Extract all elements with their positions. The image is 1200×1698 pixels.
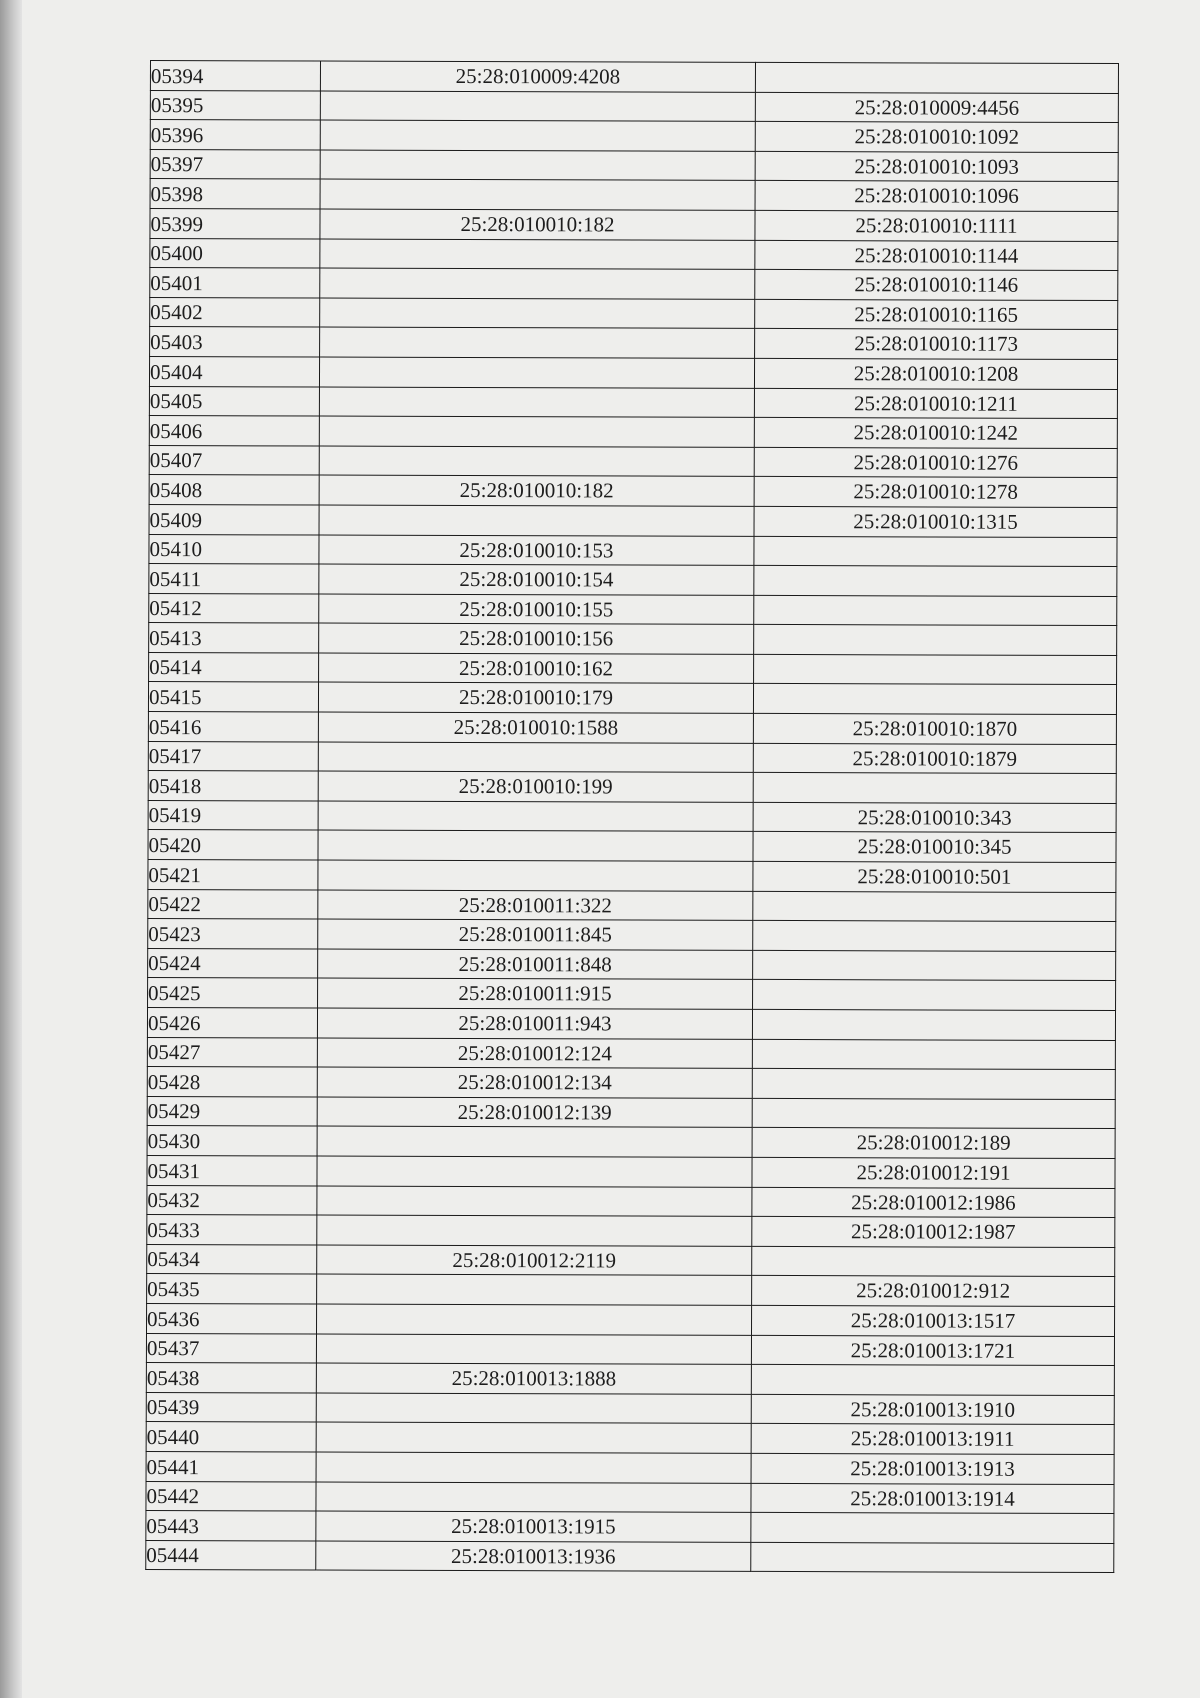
cadastral-number-column-2-cell: 25:28:010010:1879 xyxy=(753,743,1116,774)
cadastral-number-column-1-cell xyxy=(319,505,754,536)
row-number-cell: 05426 xyxy=(147,1007,317,1037)
cadastral-number-column-1-cell xyxy=(320,120,755,151)
row-number-cell: 05406 xyxy=(149,416,319,446)
table-row xyxy=(148,948,1116,981)
table-row xyxy=(148,889,1116,922)
table-row xyxy=(146,1333,1114,1366)
cadastral-number-column-1-cell xyxy=(316,1304,751,1335)
cadastral-number-column-2-cell: 25:28:010013:1911 xyxy=(751,1424,1114,1455)
cadastral-number-column-1-cell: 25:28:010011:322 xyxy=(318,890,753,921)
cadastral-number-column-1-cell: 25:28:010010:182 xyxy=(320,209,755,240)
cadastral-number-column-2-cell: 25:28:010012:189 xyxy=(752,1128,1115,1159)
row-number-cell: 05419 xyxy=(148,800,318,830)
table-row xyxy=(148,978,1116,1011)
cadastral-number-column-1-cell: 25:28:010010:155 xyxy=(319,594,754,625)
cadastral-number-column-1-cell: 25:28:010010:154 xyxy=(319,564,754,595)
cadastral-number-column-1-cell xyxy=(318,860,753,891)
cadastral-number-column-2-cell: 25:28:010013:1517 xyxy=(751,1305,1114,1336)
cadastral-number-column-1-cell: 25:28:010010:153 xyxy=(319,535,754,566)
cadastral-number-column-2-cell: 25:28:010010:1208 xyxy=(754,358,1117,389)
cadastral-number-column-1-cell: 25:28:010009:4208 xyxy=(320,61,755,92)
cadastral-number-column-1-cell: 25:28:010012:134 xyxy=(317,1067,752,1098)
cadastral-number-column-1-cell: 25:28:010010:199 xyxy=(318,771,753,802)
table-row xyxy=(147,1244,1115,1277)
cadastral-number-column-1-cell xyxy=(319,446,754,477)
cadastral-number-column-2-cell: 25:28:010009:4456 xyxy=(755,92,1118,123)
cadastral-number-column-2-cell xyxy=(753,684,1116,715)
cadastral-number-column-2-cell xyxy=(752,1246,1115,1277)
row-number-cell: 05438 xyxy=(146,1363,316,1393)
cadastral-number-column-2-cell: 25:28:010010:1165 xyxy=(755,299,1118,330)
cadastral-number-column-1-cell xyxy=(320,239,755,270)
cadastral-number-column-1-cell xyxy=(316,1334,751,1365)
cadastral-number-column-1-cell xyxy=(320,298,755,329)
cadastral-number-column-2-cell xyxy=(754,565,1117,596)
table-row xyxy=(146,1451,1114,1484)
cadastral-number-column-2-cell: 25:28:010013:1910 xyxy=(751,1394,1114,1425)
table-row xyxy=(149,504,1117,537)
cadastral-number-column-2-cell: 25:28:010010:1276 xyxy=(754,447,1117,478)
row-number-cell: 05411 xyxy=(149,564,319,594)
row-number-cell: 05417 xyxy=(148,741,318,771)
row-number-cell: 05396 xyxy=(150,120,320,150)
row-number-cell: 05410 xyxy=(149,534,319,564)
cadastral-number-column-1-cell: 25:28:010010:179 xyxy=(318,683,753,714)
row-number-cell: 05418 xyxy=(148,771,318,801)
row-number-cell: 05432 xyxy=(147,1185,317,1215)
table-row xyxy=(148,919,1116,952)
cadastral-number-column-2-cell: 25:28:010010:345 xyxy=(753,832,1116,863)
row-number-cell: 05441 xyxy=(146,1451,316,1481)
table-row xyxy=(150,61,1118,94)
cadastral-number-column-1-cell xyxy=(320,150,755,181)
row-number-cell: 05434 xyxy=(147,1244,317,1274)
table-row xyxy=(150,208,1118,241)
cadastral-number-column-1-cell: 25:28:010013:1936 xyxy=(316,1541,751,1572)
cadastral-number-column-2-cell xyxy=(751,1542,1114,1573)
table-row xyxy=(146,1363,1114,1396)
table-row xyxy=(148,682,1116,715)
table-row xyxy=(149,623,1117,656)
cadastral-number-column-2-cell: 25:28:010012:1987 xyxy=(752,1217,1115,1248)
cadastral-number-column-2-cell xyxy=(752,1098,1115,1129)
table-row xyxy=(148,830,1116,863)
table-row xyxy=(149,652,1117,685)
cadastral-number-column-2-cell xyxy=(753,921,1116,952)
row-number-cell: 05397 xyxy=(150,149,320,179)
row-number-cell: 05413 xyxy=(149,623,319,653)
table-row xyxy=(148,771,1116,804)
row-number-cell: 05433 xyxy=(147,1215,317,1245)
cadastral-number-column-1-cell: 25:28:010011:845 xyxy=(318,919,753,950)
cadastral-number-column-1-cell xyxy=(318,830,753,861)
row-number-cell: 05398 xyxy=(150,179,320,209)
table-row xyxy=(146,1422,1114,1455)
row-number-cell: 05423 xyxy=(148,919,318,949)
cadastral-number-column-2-cell xyxy=(753,773,1116,804)
table-row xyxy=(150,90,1118,123)
row-number-cell: 05415 xyxy=(148,682,318,712)
table-body xyxy=(146,61,1119,1573)
cadastral-number-column-1-cell xyxy=(317,1126,752,1157)
cadastral-number-column-1-cell: 25:28:010011:915 xyxy=(318,978,753,1009)
cadastral-number-column-1-cell: 25:28:010013:1915 xyxy=(316,1511,751,1542)
table-row xyxy=(147,1215,1115,1248)
cadastral-number-column-2-cell: 25:28:010013:1721 xyxy=(751,1335,1114,1366)
table-row xyxy=(148,800,1116,833)
cadastral-number-column-2-cell: 25:28:010010:1278 xyxy=(754,477,1117,508)
cadastral-number-column-1-cell xyxy=(317,1156,752,1187)
row-number-cell: 05427 xyxy=(147,1037,317,1067)
table-row xyxy=(149,593,1117,626)
cadastral-number-column-1-cell xyxy=(320,179,755,210)
cadastral-number-column-2-cell: 25:28:010010:343 xyxy=(753,802,1116,833)
row-number-cell: 05444 xyxy=(146,1540,316,1570)
row-number-cell: 05424 xyxy=(148,948,318,978)
table-row xyxy=(147,1007,1115,1040)
row-number-cell: 05420 xyxy=(148,830,318,860)
cadastral-number-column-1-cell: 25:28:010013:1888 xyxy=(316,1363,751,1394)
row-number-cell: 05400 xyxy=(150,238,320,268)
table-row xyxy=(146,1540,1114,1573)
scan-page-edge xyxy=(0,0,22,1698)
row-number-cell: 05402 xyxy=(150,297,320,327)
table-row xyxy=(149,356,1117,389)
row-number-cell: 05403 xyxy=(150,327,320,357)
cadastral-number-column-1-cell xyxy=(320,327,755,358)
table-row xyxy=(146,1392,1114,1425)
row-number-cell: 05412 xyxy=(149,593,319,623)
cadastral-number-column-2-cell: 25:28:010013:1913 xyxy=(751,1453,1114,1484)
row-number-cell: 05430 xyxy=(147,1126,317,1156)
row-number-cell: 05405 xyxy=(149,386,319,416)
cadastral-number-column-1-cell: 25:28:010010:1588 xyxy=(318,712,753,743)
cadastral-number-column-1-cell xyxy=(319,387,754,418)
row-number-cell: 05404 xyxy=(149,356,319,386)
cadastral-number-column-1-cell xyxy=(316,1452,751,1483)
row-number-cell: 05431 xyxy=(147,1155,317,1185)
table-row xyxy=(146,1511,1114,1544)
row-number-cell: 05394 xyxy=(150,61,320,91)
row-number-cell: 05414 xyxy=(149,652,319,682)
cadastral-number-column-1-cell xyxy=(317,1274,752,1305)
cadastral-number-column-2-cell: 25:28:010010:1146 xyxy=(755,270,1118,301)
cadastral-number-column-2-cell: 25:28:010010:501 xyxy=(753,861,1116,892)
table-row xyxy=(148,741,1116,774)
table-row xyxy=(147,1067,1115,1100)
row-number-cell: 05395 xyxy=(150,90,320,120)
cadastral-number-column-2-cell xyxy=(751,1365,1114,1396)
table-row xyxy=(147,1185,1115,1218)
table-row xyxy=(148,860,1116,893)
cadastral-number-column-2-cell: 25:28:010013:1914 xyxy=(751,1483,1114,1514)
table-row xyxy=(149,475,1117,508)
row-number-cell: 05435 xyxy=(147,1274,317,1304)
cadastral-number-column-2-cell xyxy=(754,625,1117,656)
table-row xyxy=(150,120,1118,153)
cadastral-number-column-2-cell: 25:28:010010:1173 xyxy=(755,329,1118,360)
cadastral-number-column-2-cell: 25:28:010010:1211 xyxy=(754,388,1117,419)
cadastral-number-column-1-cell: 25:28:010012:124 xyxy=(317,1038,752,1069)
cadastral-number-column-1-cell: 25:28:010010:182 xyxy=(319,475,754,506)
cadastral-number-column-1-cell xyxy=(320,268,755,299)
cadastral-number-column-2-cell: 25:28:010010:1144 xyxy=(755,240,1118,271)
row-number-cell: 05401 xyxy=(150,268,320,298)
cadastral-number-column-2-cell xyxy=(754,595,1117,626)
table-row xyxy=(147,1126,1115,1159)
row-number-cell: 05408 xyxy=(149,475,319,505)
cadastral-number-column-2-cell xyxy=(755,62,1118,93)
table-row xyxy=(147,1274,1115,1307)
row-number-cell: 05443 xyxy=(146,1511,316,1541)
row-number-cell: 05437 xyxy=(146,1333,316,1363)
table-row xyxy=(150,238,1118,271)
cadastral-number-column-1-cell xyxy=(316,1393,751,1424)
cadastral-number-column-2-cell xyxy=(752,1009,1115,1040)
table-row xyxy=(147,1303,1115,1336)
row-number-cell: 05440 xyxy=(146,1422,316,1452)
cadastral-number-column-1-cell xyxy=(320,91,755,122)
table-row xyxy=(148,712,1116,745)
row-number-cell: 05416 xyxy=(148,712,318,742)
row-number-cell: 05422 xyxy=(148,889,318,919)
cadastral-number-column-1-cell xyxy=(318,742,753,773)
table-row xyxy=(149,416,1117,449)
table-row xyxy=(149,386,1117,419)
table-row xyxy=(146,1481,1114,1514)
row-number-cell: 05439 xyxy=(146,1392,316,1422)
cadastral-number-column-1-cell xyxy=(316,1422,751,1453)
cadastral-number-column-1-cell xyxy=(317,1186,752,1217)
table-row xyxy=(150,297,1118,330)
cadastral-number-column-1-cell: 25:28:010010:162 xyxy=(319,653,754,684)
table-row xyxy=(149,534,1117,567)
row-number-cell: 05436 xyxy=(147,1303,317,1333)
cadastral-number-column-2-cell xyxy=(753,980,1116,1011)
cadastral-number-column-2-cell: 25:28:010010:1315 xyxy=(754,506,1117,537)
row-number-cell: 05428 xyxy=(147,1067,317,1097)
cadastral-number-column-2-cell xyxy=(754,654,1117,685)
cadastral-number-column-2-cell xyxy=(752,1069,1115,1100)
cadastral-number-column-2-cell: 25:28:010010:1870 xyxy=(753,713,1116,744)
cadastral-number-table xyxy=(145,60,1119,1573)
cadastral-number-column-2-cell: 25:28:010010:1092 xyxy=(755,122,1118,153)
cadastral-number-column-1-cell: 25:28:010010:156 xyxy=(319,623,754,654)
row-number-cell: 05429 xyxy=(147,1096,317,1126)
cadastral-number-column-1-cell: 25:28:010012:139 xyxy=(317,1097,752,1128)
table-row xyxy=(147,1155,1115,1188)
row-number-cell: 05421 xyxy=(148,860,318,890)
cadastral-number-column-1-cell xyxy=(319,357,754,388)
cadastral-number-column-2-cell xyxy=(753,891,1116,922)
cadastral-number-column-1-cell: 25:28:010011:848 xyxy=(318,949,753,980)
cadastral-number-column-2-cell xyxy=(751,1512,1114,1543)
cadastral-number-column-2-cell xyxy=(754,536,1117,567)
row-number-cell: 05399 xyxy=(150,208,320,238)
row-number-cell: 05442 xyxy=(146,1481,316,1511)
table-row xyxy=(147,1096,1115,1129)
cadastral-number-column-2-cell: 25:28:010012:1986 xyxy=(752,1187,1115,1218)
table-row xyxy=(150,327,1118,360)
cadastral-number-column-1-cell xyxy=(317,1215,752,1246)
table-row xyxy=(149,564,1117,597)
table-row xyxy=(150,268,1118,301)
cadastral-number-column-2-cell: 25:28:010010:1242 xyxy=(754,418,1117,449)
table-row xyxy=(147,1037,1115,1070)
cadastral-number-column-1-cell: 25:28:010011:943 xyxy=(317,1008,752,1039)
cadastral-number-column-2-cell: 25:28:010012:191 xyxy=(752,1157,1115,1188)
cadastral-number-column-1-cell xyxy=(318,801,753,832)
cadastral-number-column-1-cell xyxy=(316,1482,751,1513)
cadastral-number-column-1-cell: 25:28:010012:2119 xyxy=(317,1245,752,1276)
row-number-cell: 05407 xyxy=(149,445,319,475)
cadastral-number-column-2-cell: 25:28:010012:912 xyxy=(752,1276,1115,1307)
row-number-cell: 05425 xyxy=(148,978,318,1008)
cadastral-number-column-2-cell: 25:28:010010:1096 xyxy=(755,181,1118,212)
cadastral-number-column-2-cell xyxy=(753,950,1116,981)
cadastral-number-column-1-cell xyxy=(319,416,754,447)
table-row xyxy=(149,445,1117,478)
cadastral-number-column-2-cell: 25:28:010010:1111 xyxy=(755,210,1118,241)
cadastral-number-column-2-cell: 25:28:010010:1093 xyxy=(755,151,1118,182)
cadastral-number-column-2-cell xyxy=(752,1039,1115,1070)
table-row xyxy=(150,149,1118,182)
table-row xyxy=(150,179,1118,212)
row-number-cell: 05409 xyxy=(149,504,319,534)
